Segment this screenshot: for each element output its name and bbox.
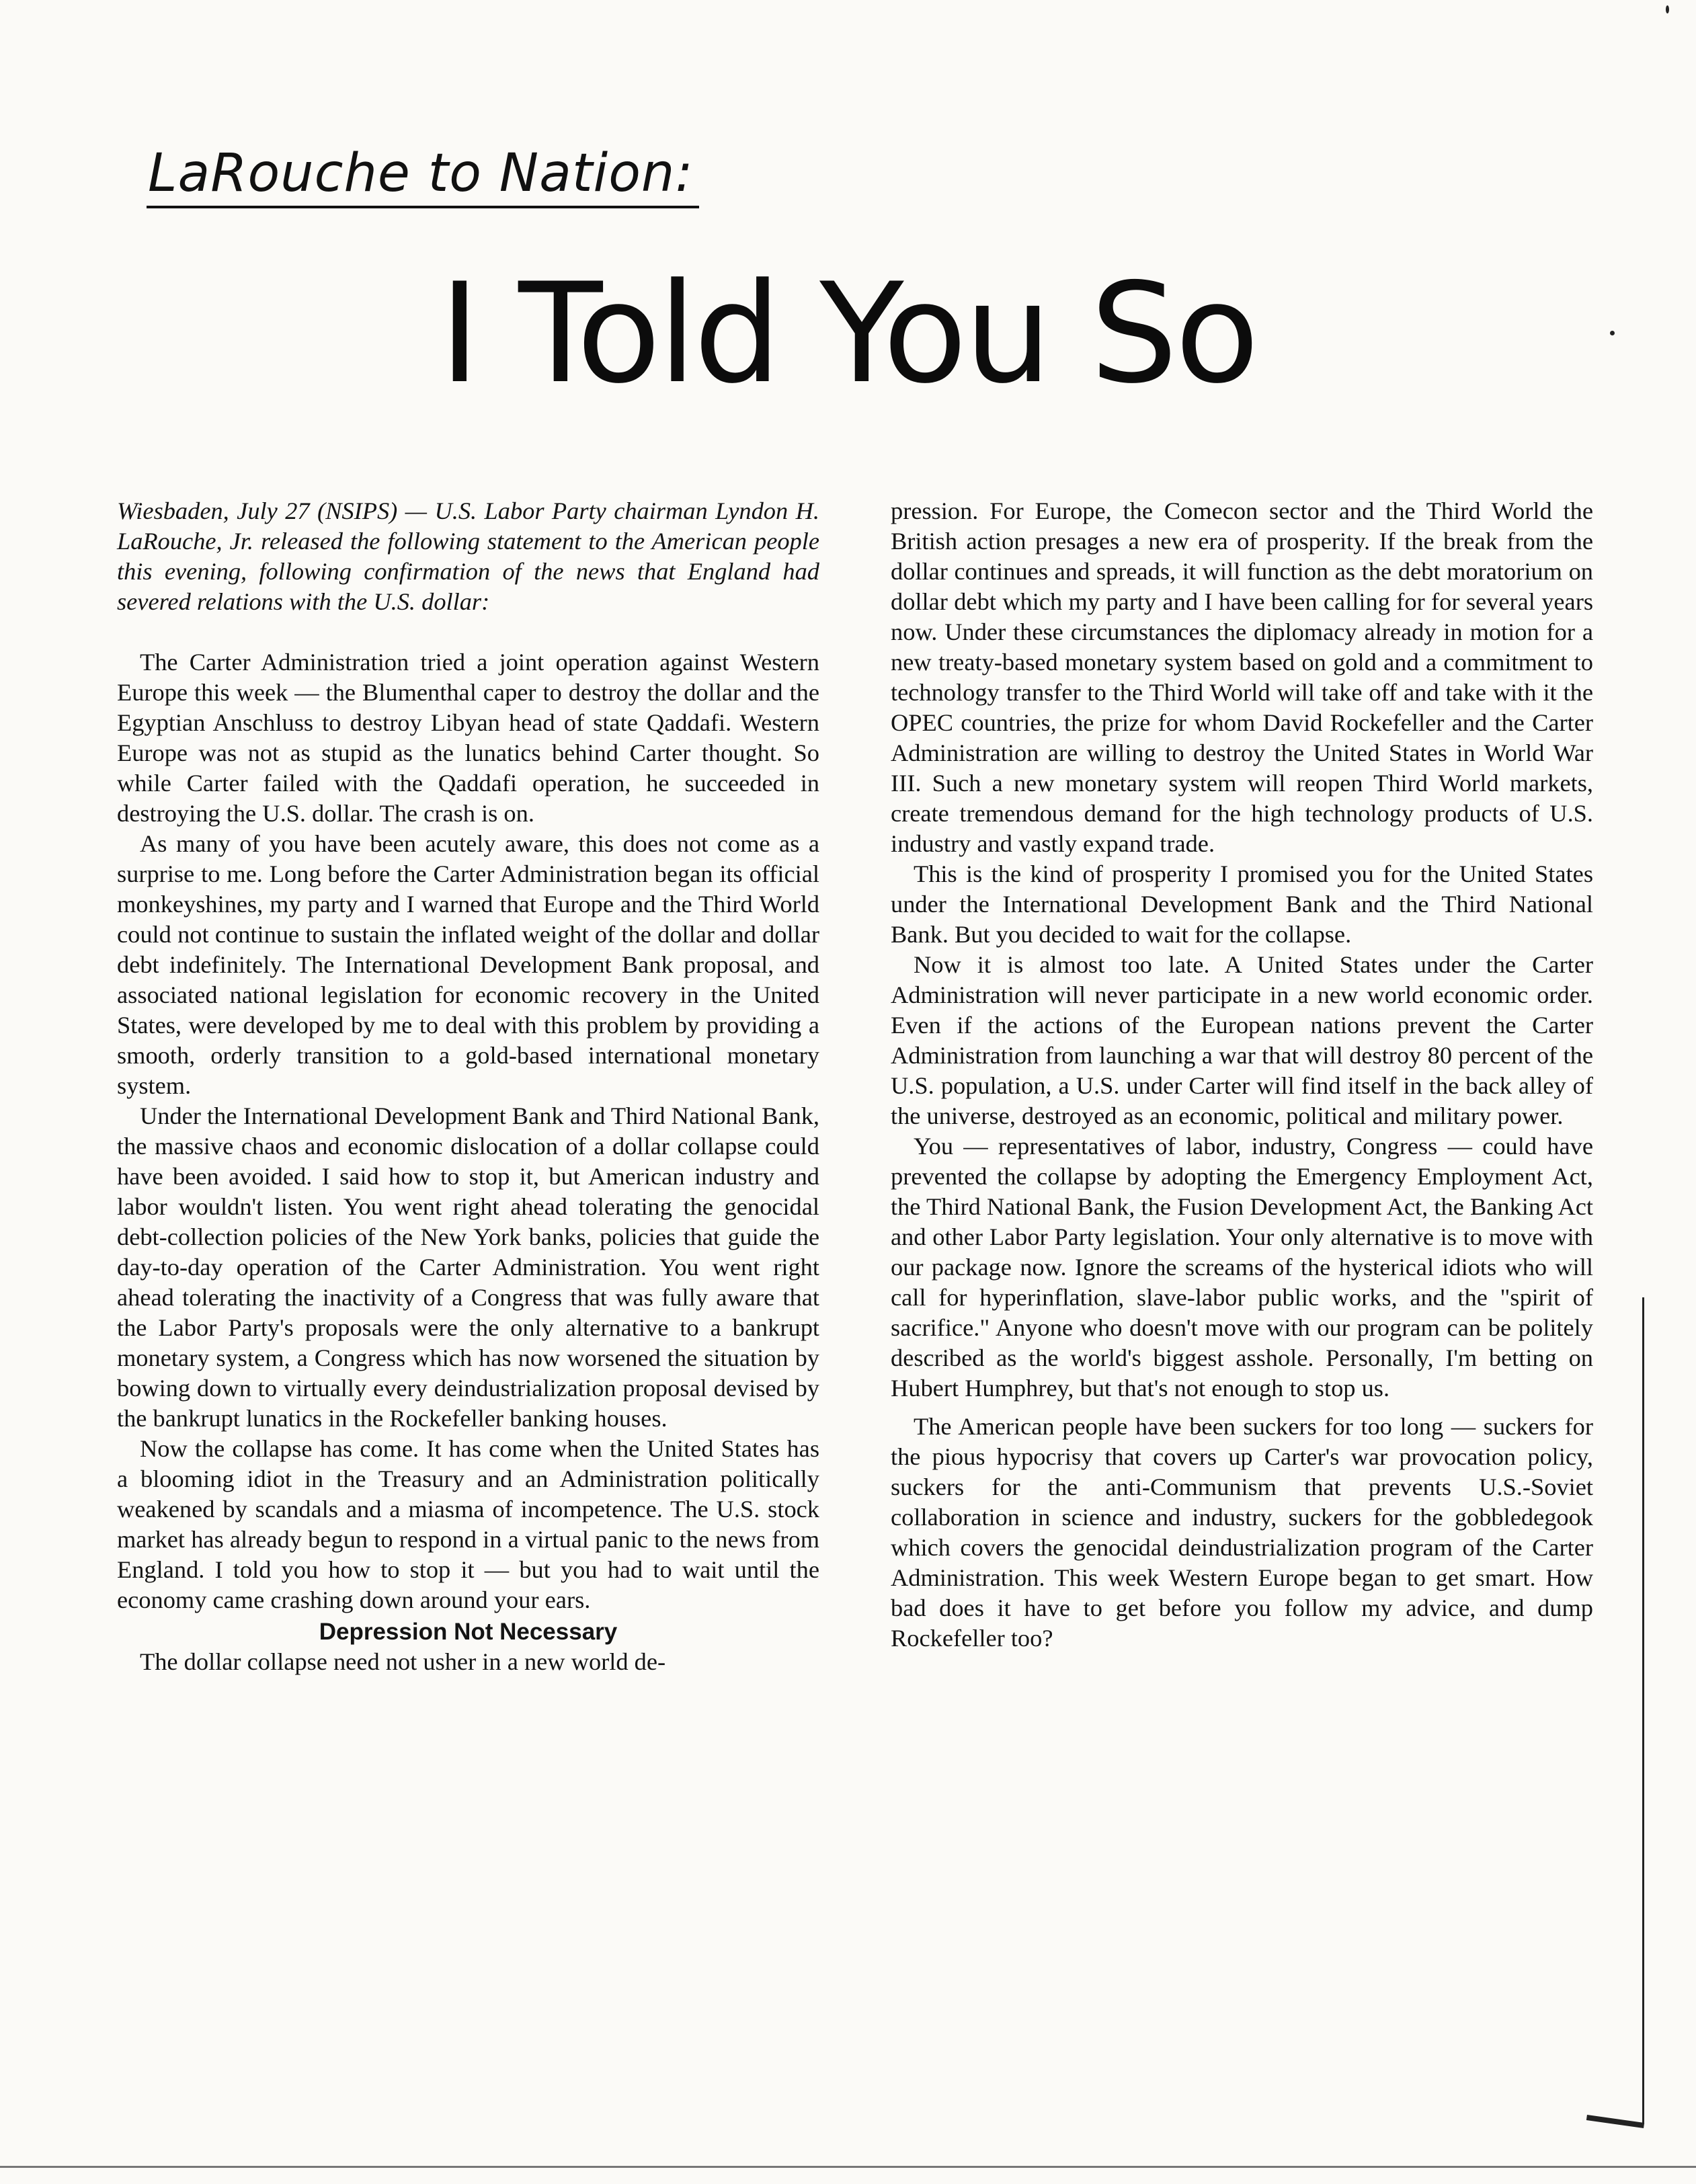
right-column (891, 496, 1593, 1975)
scan-edge-line (1642, 1297, 1644, 2124)
body-paragraph: This is the kind of prosperity I promised you for the United States under the International Development Bank and the Third National Bank. But you decided to wait for the collapse. (891, 860, 1593, 948)
body-paragraph: Under the International Development Bank and Third National Bank, the massive chaos and economic dislocation of a dollar collapse could have been avoided. I said how to stop it, but American industry and labor wouldn't listen. You went right ahead tolerating the genocidal debt-collection policies of the New York banks, policies that guide the day-to-day operation of the Carter Administration. You went right ahead tolerating the inactivity of a Congress that was fully aware that the Labor Party's proposals were the only alternative to a bankrupt monetary system, a Congress which has now worsened the situation by bowing down to virtually every deindustrialization proposal devised by the bankrupt lunatics in the Rockefeller banking houses. (117, 1102, 819, 1432)
body-paragraph: The American people have been suckers for too long — suckers for the pious hypocrisy that covers up Carter's war provocation policy, suckers for the anti-Communism that prevents U.S.-Soviet collaboration in science and industry, suckers for the gobbledegook which covers the genocidal deindustrialization program of the Carter Administration. This week Western Europe began to get smart. How bad does it have to get before you follow my advice, and dump Rockefeller too? (891, 1413, 1593, 1652)
page-bottom-rule (0, 2166, 1696, 2168)
scan-edge-mark (1586, 2115, 1644, 2128)
body-paragraph: The Carter Administration tried a joint operation against Western Europe this week — the Blumenthal caper to destroy the dollar and the Egyptian Anschluss to destroy Libyan head of state Qaddafi. Western Europe was not as stupid as the lunatics behind Carter thought. So while Carter failed with the Qaddafi operation, he succeeded in destroying the U.S. dollar. The crash is on. (117, 649, 819, 827)
body-paragraph: pression. For Europe, the Comecon sector and the Third World the British action presages a new era of prosperity. If the break from the dollar continues and spreads, it will function as the debt moratorium on dollar debt which my party and I have been calling for for several years now. Under these circumstances the diplomacy already in motion for a new treaty-based monetary system based on gold and a commitment to technology transfer to the Third World will take off and take with it the OPEC countries, the prize for whom David Rockefeller and the Carter Administration are willing to destroy the United States in World War III. Such a new monetary system will reopen Third World markets, create tremendous demand for the high technology products of U.S. industry and vastly expand trade. (891, 497, 1593, 857)
body-paragraph: Now it is almost too late. A United States under the Carter Administration will never participate in a new world economic order. Even if the actions of the European nations prevent the Carter Administration from launching a war that will destroy 80 percent of the U.S. population, a U.S. under Carter will find itself in the back alley of the universe, destroyed as an economic, political and military power. (891, 951, 1593, 1129)
headline: I Told You So (439, 254, 1257, 414)
left-column (117, 496, 819, 1975)
print-speck (1666, 5, 1669, 13)
body-paragraph: As many of you have been acutely aware, this does not come as a surprise to me. Long before the Carter Administration began its official monkeyshines, my party and I warned that Europe and the Third World could not continue to sustain the inflated weight of the dollar and dollar debt indefinitely. The International Development Bank proposal, and associated national legislation for economic recovery in the United States, were developed by me to deal with this problem by providing a smooth, orderly transition to a gold-based international monetary system. (117, 830, 819, 1099)
print-speck (1610, 331, 1615, 335)
section-subhead: Depression Not Necessary (319, 1619, 618, 1645)
body-paragraph: The dollar collapse need not usher in a new world de- (140, 1648, 666, 1675)
body-paragraph: Now the collapse has come. It has come when the United States has a blooming idiot in the Treasury and an Administration politically weakened by scandals and a miasma of incompetence. The U.S. stock market has already begun to respond in a virtual panic to the news from England. I told you how to stop it — but you had to wait until the economy came crashing down around your ears. (117, 1435, 819, 1613)
body-paragraph: You — representatives of labor, industry, Congress — could have prevented the collapse by adopting the Emergency Employment Act, the Third National Bank, the Fusion Development Act, the Banking Act and other Labor Party legislation. Your only alternative is to move with our package now. Ignore the screams of the hysterical idiots who will call for hyperinflation, slave-labor public works, and the "spirit of sacrifice." Anyone who doesn't move with our program can be politely described as the world's biggest asshole. Personally, I'm betting on Hubert Humphrey, but that's not enough to stop us. (891, 1133, 1593, 1402)
dateline-paragraph: Wiesbaden, July 27 (NSIPS) — U.S. Labor Party chairman Lyndon H. LaRouche, Jr. released the following statement to the American people this evening, following confirmation of the news that England had severed relations with the U.S. dollar: (117, 497, 819, 615)
kicker-title: LaRouche to Nation: (147, 147, 699, 208)
